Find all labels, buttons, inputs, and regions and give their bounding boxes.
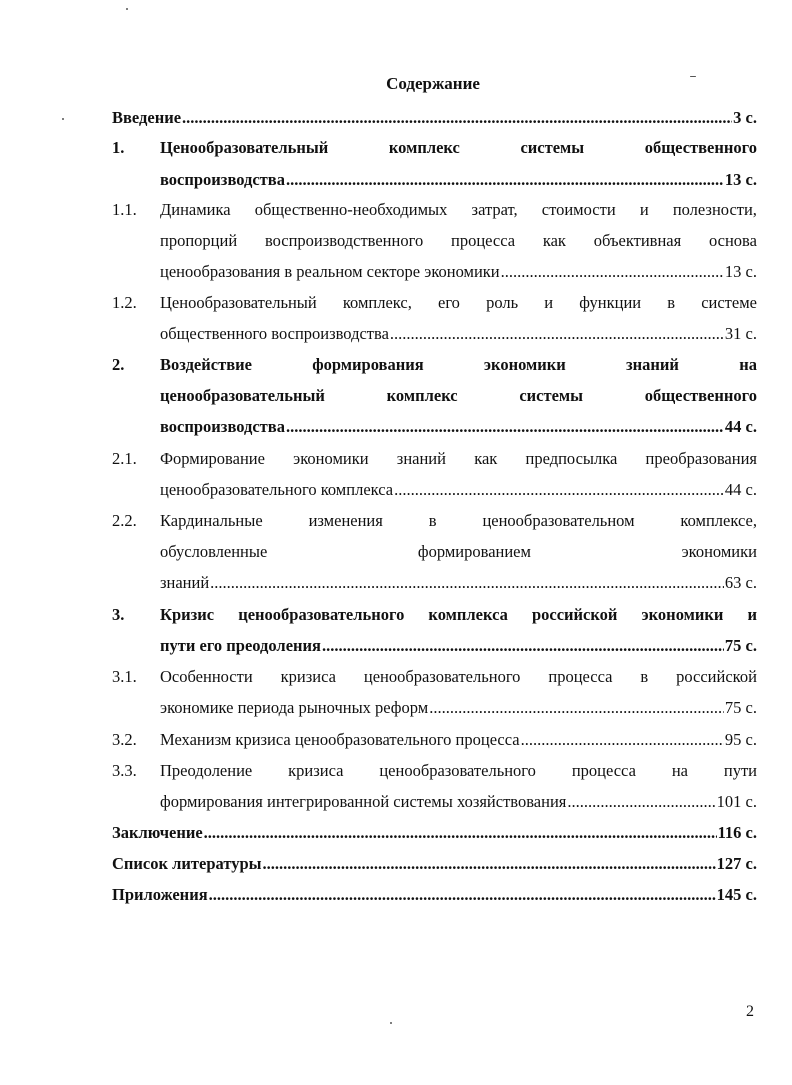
toc-word: в bbox=[667, 293, 676, 312]
toc-entry-literature[interactable] bbox=[112, 852, 757, 876]
page-number: 2 bbox=[746, 1003, 754, 1020]
toc-section-1-1-line-1[interactable] bbox=[160, 198, 757, 222]
toc-word: экономики bbox=[681, 542, 757, 561]
toc-word: воспроизводственного bbox=[264, 231, 424, 250]
toc-entry-label: Приложения bbox=[112, 885, 208, 904]
toc-word: комплекс, bbox=[342, 293, 412, 312]
toc-entry-conclusion[interactable] bbox=[112, 821, 757, 845]
toc-entry-page: 127 с. bbox=[716, 854, 757, 873]
toc-word: общественно-необходимых bbox=[254, 200, 448, 219]
toc-word: процесса bbox=[548, 667, 613, 686]
scan-speck bbox=[690, 76, 696, 77]
toc-word: предпосылка bbox=[525, 449, 618, 468]
toc-section-1-2-last[interactable] bbox=[160, 322, 757, 346]
scan-speck bbox=[126, 8, 128, 10]
toc-word: процесса bbox=[571, 761, 636, 780]
toc-chapter-2-line-2[interactable] bbox=[160, 384, 757, 408]
toc-entry-label: экономике периода рыночных реформ bbox=[160, 698, 429, 717]
leader-dots bbox=[209, 883, 716, 907]
toc-word: экономики bbox=[641, 605, 724, 624]
toc-entry-intro[interactable] bbox=[112, 106, 757, 130]
toc-word: полезности, bbox=[672, 200, 757, 219]
toc-entry-label: знаний bbox=[160, 573, 210, 592]
toc-section-3-2[interactable] bbox=[160, 728, 757, 752]
toc-word: процесса bbox=[450, 231, 516, 250]
toc-chapter-1-line-1[interactable] bbox=[160, 136, 757, 160]
toc-word: функции bbox=[579, 293, 642, 312]
toc-word: Кардинальные bbox=[160, 511, 263, 530]
toc-word: комплекса bbox=[428, 605, 508, 624]
toc-word: российской bbox=[676, 667, 757, 686]
toc-word: ценообразовательный bbox=[160, 386, 325, 405]
toc-word: и bbox=[639, 200, 649, 219]
toc-word: ценообразовательного bbox=[379, 761, 536, 780]
toc-section-2-2-line-1[interactable] bbox=[160, 509, 757, 533]
toc-entry-page: 44 с. bbox=[724, 417, 757, 436]
toc-entry-page: 145 с. bbox=[716, 885, 757, 904]
leader-dots bbox=[501, 260, 724, 284]
toc-word: комплексе, bbox=[680, 511, 757, 530]
toc-word: Особенности bbox=[160, 667, 253, 686]
toc-word: Формирование bbox=[160, 449, 265, 468]
toc-chapter-number: 2. bbox=[112, 355, 125, 374]
toc-section-1-1-line-2[interactable] bbox=[160, 229, 757, 253]
toc-entry-page: 75 с. bbox=[724, 698, 757, 717]
toc-word: комплекс bbox=[386, 386, 458, 405]
toc-entry-label: пути его преодоления bbox=[160, 636, 321, 655]
toc-section-2-2-last[interactable] bbox=[160, 571, 757, 595]
leader-dots bbox=[204, 821, 717, 845]
toc-entry-label: ценообразовательного комплекса bbox=[160, 480, 394, 499]
toc-word: экономики bbox=[293, 449, 369, 468]
toc-word: Ценообразовательный bbox=[160, 293, 317, 312]
toc-word: изменения bbox=[308, 511, 383, 530]
toc-entry-appendix[interactable] bbox=[112, 883, 757, 907]
toc-word: его bbox=[438, 293, 460, 312]
toc-word: общественного bbox=[644, 138, 757, 157]
toc-section-1-1-last[interactable] bbox=[160, 260, 757, 284]
toc-word: на bbox=[671, 761, 688, 780]
toc-section-3-1-line-1[interactable] bbox=[160, 665, 757, 689]
toc-entry-label: Введение bbox=[112, 108, 182, 127]
toc-word: в bbox=[428, 511, 437, 530]
toc-section-number: 3.2. bbox=[112, 730, 137, 749]
toc-word: знаний bbox=[626, 355, 679, 374]
toc-entry-label: ценообразования в реальном секторе экономики bbox=[160, 262, 500, 281]
leader-dots bbox=[286, 168, 724, 192]
toc-word: кризиса bbox=[288, 761, 344, 780]
toc-word: кризиса bbox=[280, 667, 336, 686]
toc-entry-label: Список литературы bbox=[112, 854, 262, 873]
toc-entry-label: Заключение bbox=[112, 823, 203, 842]
toc-chapter-number: 3. bbox=[112, 605, 125, 624]
toc-entry-page: 101 с. bbox=[716, 792, 757, 811]
leader-dots bbox=[394, 478, 724, 502]
toc-word: Кризис bbox=[160, 605, 215, 624]
toc-word: основа bbox=[708, 231, 757, 250]
toc-word: комплекс bbox=[388, 138, 460, 157]
toc-word: пропорций bbox=[160, 231, 238, 250]
toc-chapter-2-last[interactable] bbox=[160, 415, 757, 439]
toc-word: пути bbox=[723, 761, 757, 780]
toc-section-2-2-line-2[interactable] bbox=[160, 540, 757, 564]
toc-entry-page: 3 с. bbox=[733, 108, 757, 127]
toc-word: Воздействие bbox=[160, 355, 252, 374]
toc-section-number: 1.2. bbox=[112, 293, 137, 312]
toc-chapter-2-line-1[interactable] bbox=[160, 353, 757, 377]
leader-dots bbox=[429, 696, 724, 720]
toc-entry-page: 44 с. bbox=[724, 480, 757, 499]
toc-word: стоимости bbox=[541, 200, 616, 219]
toc-chapter-1-last[interactable] bbox=[160, 168, 757, 192]
toc-word: затрат, bbox=[471, 200, 518, 219]
toc-word: экономики bbox=[483, 355, 566, 374]
toc-word: роль bbox=[486, 293, 519, 312]
scan-speck bbox=[390, 1022, 392, 1024]
toc-chapter-number: 1. bbox=[112, 138, 125, 157]
toc-entry-label: формирования интегрированной системы хозяйствования bbox=[160, 792, 567, 811]
toc-section-number: 1.1. bbox=[112, 200, 137, 219]
toc-section-number: 3.1. bbox=[112, 667, 137, 686]
toc-section-2-1-last[interactable] bbox=[160, 478, 757, 502]
toc-word: общественного bbox=[644, 386, 757, 405]
toc-section-3-3-line-1[interactable] bbox=[160, 759, 757, 783]
toc-word: ценообразовательного bbox=[238, 605, 405, 624]
toc-entry-page: 75 с. bbox=[724, 636, 757, 655]
toc-word: и bbox=[747, 605, 757, 624]
toc-word: как bbox=[474, 449, 498, 468]
toc-entry-page: 31 с. bbox=[724, 324, 757, 343]
leader-dots bbox=[390, 322, 724, 346]
toc-word: в bbox=[640, 667, 649, 686]
toc-entry-label: Механизм кризиса ценообразовательного процесса bbox=[160, 730, 520, 749]
toc-entry-label: воспроизводства bbox=[160, 417, 285, 436]
toc-section-number: 2.1. bbox=[112, 449, 137, 468]
toc-word: российской bbox=[531, 605, 618, 624]
page-title: Содержание bbox=[386, 74, 480, 93]
toc-word: формирования bbox=[312, 355, 424, 374]
toc-entry-page: 13 с. bbox=[724, 170, 757, 189]
toc-section-2-1-line-1[interactable] bbox=[160, 447, 757, 471]
toc-entry-label: воспроизводства bbox=[160, 170, 285, 189]
toc-chapter-3-line-1[interactable] bbox=[160, 603, 757, 627]
toc-entry-label: общественного воспроизводства bbox=[160, 324, 389, 343]
toc-entry-page: 116 с. bbox=[717, 823, 757, 842]
toc-chapter-3-last[interactable] bbox=[160, 634, 757, 658]
toc-entry-page: 63 с. bbox=[724, 573, 757, 592]
toc-section-number: 3.3. bbox=[112, 761, 137, 780]
leader-dots bbox=[263, 852, 716, 876]
toc-word: на bbox=[739, 355, 757, 374]
leader-dots bbox=[521, 728, 724, 752]
toc-entry-page: 13 с. bbox=[724, 262, 757, 281]
toc-word: формированием bbox=[417, 542, 531, 561]
toc-word: ценообразовательного bbox=[363, 667, 521, 686]
toc-section-3-3-last[interactable] bbox=[160, 790, 757, 814]
toc-word: обусловленные bbox=[160, 542, 268, 561]
toc-section-1-2-line-1[interactable] bbox=[160, 291, 757, 315]
scan-speck bbox=[62, 118, 64, 120]
toc-word: знаний bbox=[396, 449, 446, 468]
toc-entry-page: 95 с. bbox=[724, 730, 757, 749]
toc-word: системе bbox=[701, 293, 757, 312]
toc-word: как bbox=[542, 231, 566, 250]
toc-word: Преодоление bbox=[160, 761, 253, 780]
toc-section-3-1-last[interactable] bbox=[160, 696, 757, 720]
toc-word: системы bbox=[520, 138, 585, 157]
leader-dots bbox=[182, 106, 732, 130]
toc-word: и bbox=[544, 293, 554, 312]
toc-section-number: 2.2. bbox=[112, 511, 137, 530]
leader-dots bbox=[286, 415, 724, 439]
leader-dots bbox=[210, 571, 724, 595]
toc-word: системы bbox=[519, 386, 584, 405]
toc-word: преобразования bbox=[645, 449, 757, 468]
toc-word: объективная bbox=[593, 231, 682, 250]
leader-dots bbox=[567, 790, 715, 814]
toc-word: Ценообразовательный bbox=[160, 138, 329, 157]
leader-dots bbox=[322, 634, 724, 658]
toc-word: Динамика bbox=[160, 200, 231, 219]
toc-word: ценообразовательном bbox=[482, 511, 635, 530]
